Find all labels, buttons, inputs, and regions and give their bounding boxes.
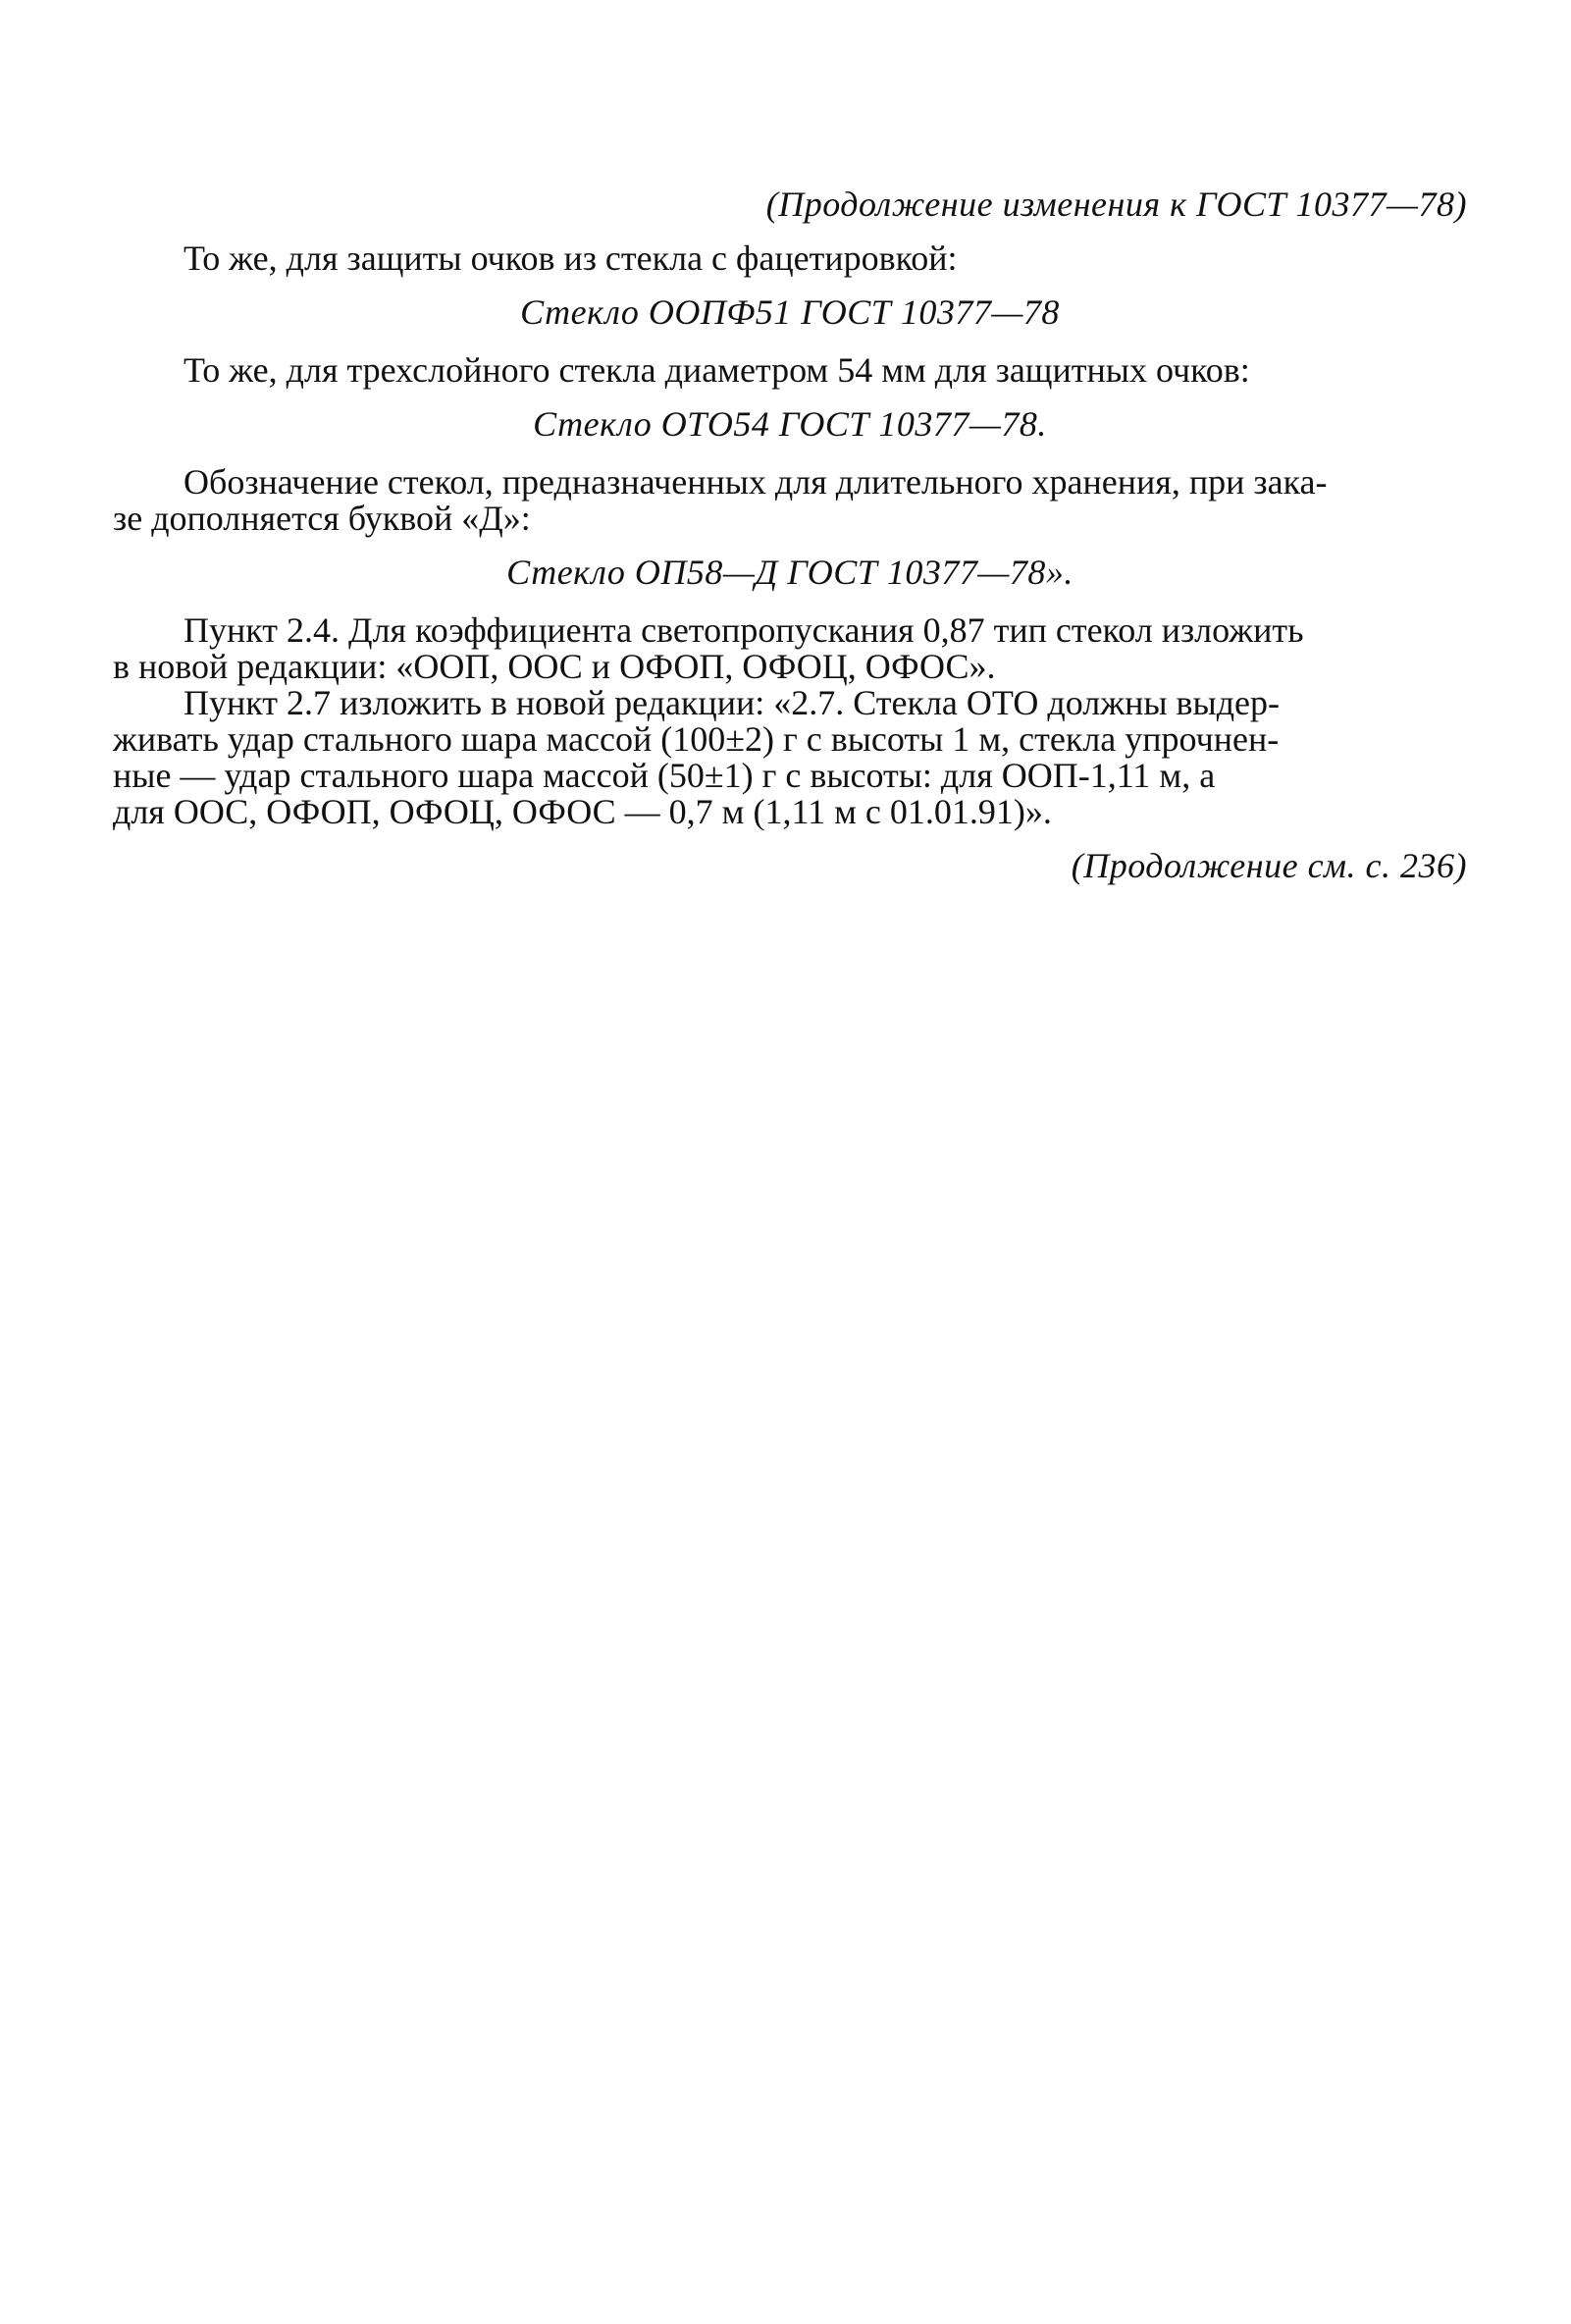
designation-example-2: Стекло ОТО54 ГОСТ 10377—78.: [533, 404, 1047, 444]
paragraph-item-2-4-line-2: в новой редакции: «ООП, ООС и ОФОП, ОФОЦ, ОФОС».: [113, 647, 996, 686]
spacer: [113, 591, 1467, 612]
document-text-block: [113, 186, 1467, 884]
spacer: [113, 443, 1467, 464]
paragraph-item-2-4-line-1: Пункт 2.4. Для коэффициента светопропускания 0,87 тип стекол изложить: [183, 610, 1304, 650]
paragraph-faceted-glass: То же, для защиты очков из стекла с фацетировкой:: [183, 238, 958, 278]
paragraph-long-storage-line-2: зе дополняется буквой «Д»:: [113, 499, 531, 538]
designation-example-1: Стекло ООПФ51 ГОСТ 10377—78: [520, 292, 1060, 332]
paragraph-item-2-7-line-1: Пункт 2.7 изложить в новой редакции: «2.7. Стекла ОТО должны выдер-: [183, 683, 1281, 722]
paragraph-three-layer-glass: То же, для трехслойного стекла диаметром 54 мм для защитных очков:: [183, 350, 1250, 390]
header-continuation-note: (Продолжение изменения к ГОСТ 10377—78): [765, 185, 1467, 224]
spacer: [113, 331, 1467, 352]
designation-example-3: Стекло ОП58—Д ГОСТ 10377—78».: [506, 553, 1074, 592]
paragraph-item-2-7-line-4: для ООС, ОФОП, ОФОЦ, ОФОС — 0,7 м (1,11 м с 01.01.91)».: [113, 792, 1052, 831]
paragraph-item-2-7-line-3: ные — удар стального шара массой (50±1) г с высоты: для ООП-1,11 м, а: [113, 756, 1216, 795]
paragraph-item-2-7-line-2: живать удар стального шара массой (100±2) г с высоты 1 м, стекла упрочнен-: [113, 719, 1280, 759]
paragraph-long-storage-line-1: Обозначение стекол, предназначенных для длительного хранения, при зака-: [183, 462, 1328, 502]
footer-continuation-note: (Продолжение см. с. 236): [1071, 846, 1467, 885]
